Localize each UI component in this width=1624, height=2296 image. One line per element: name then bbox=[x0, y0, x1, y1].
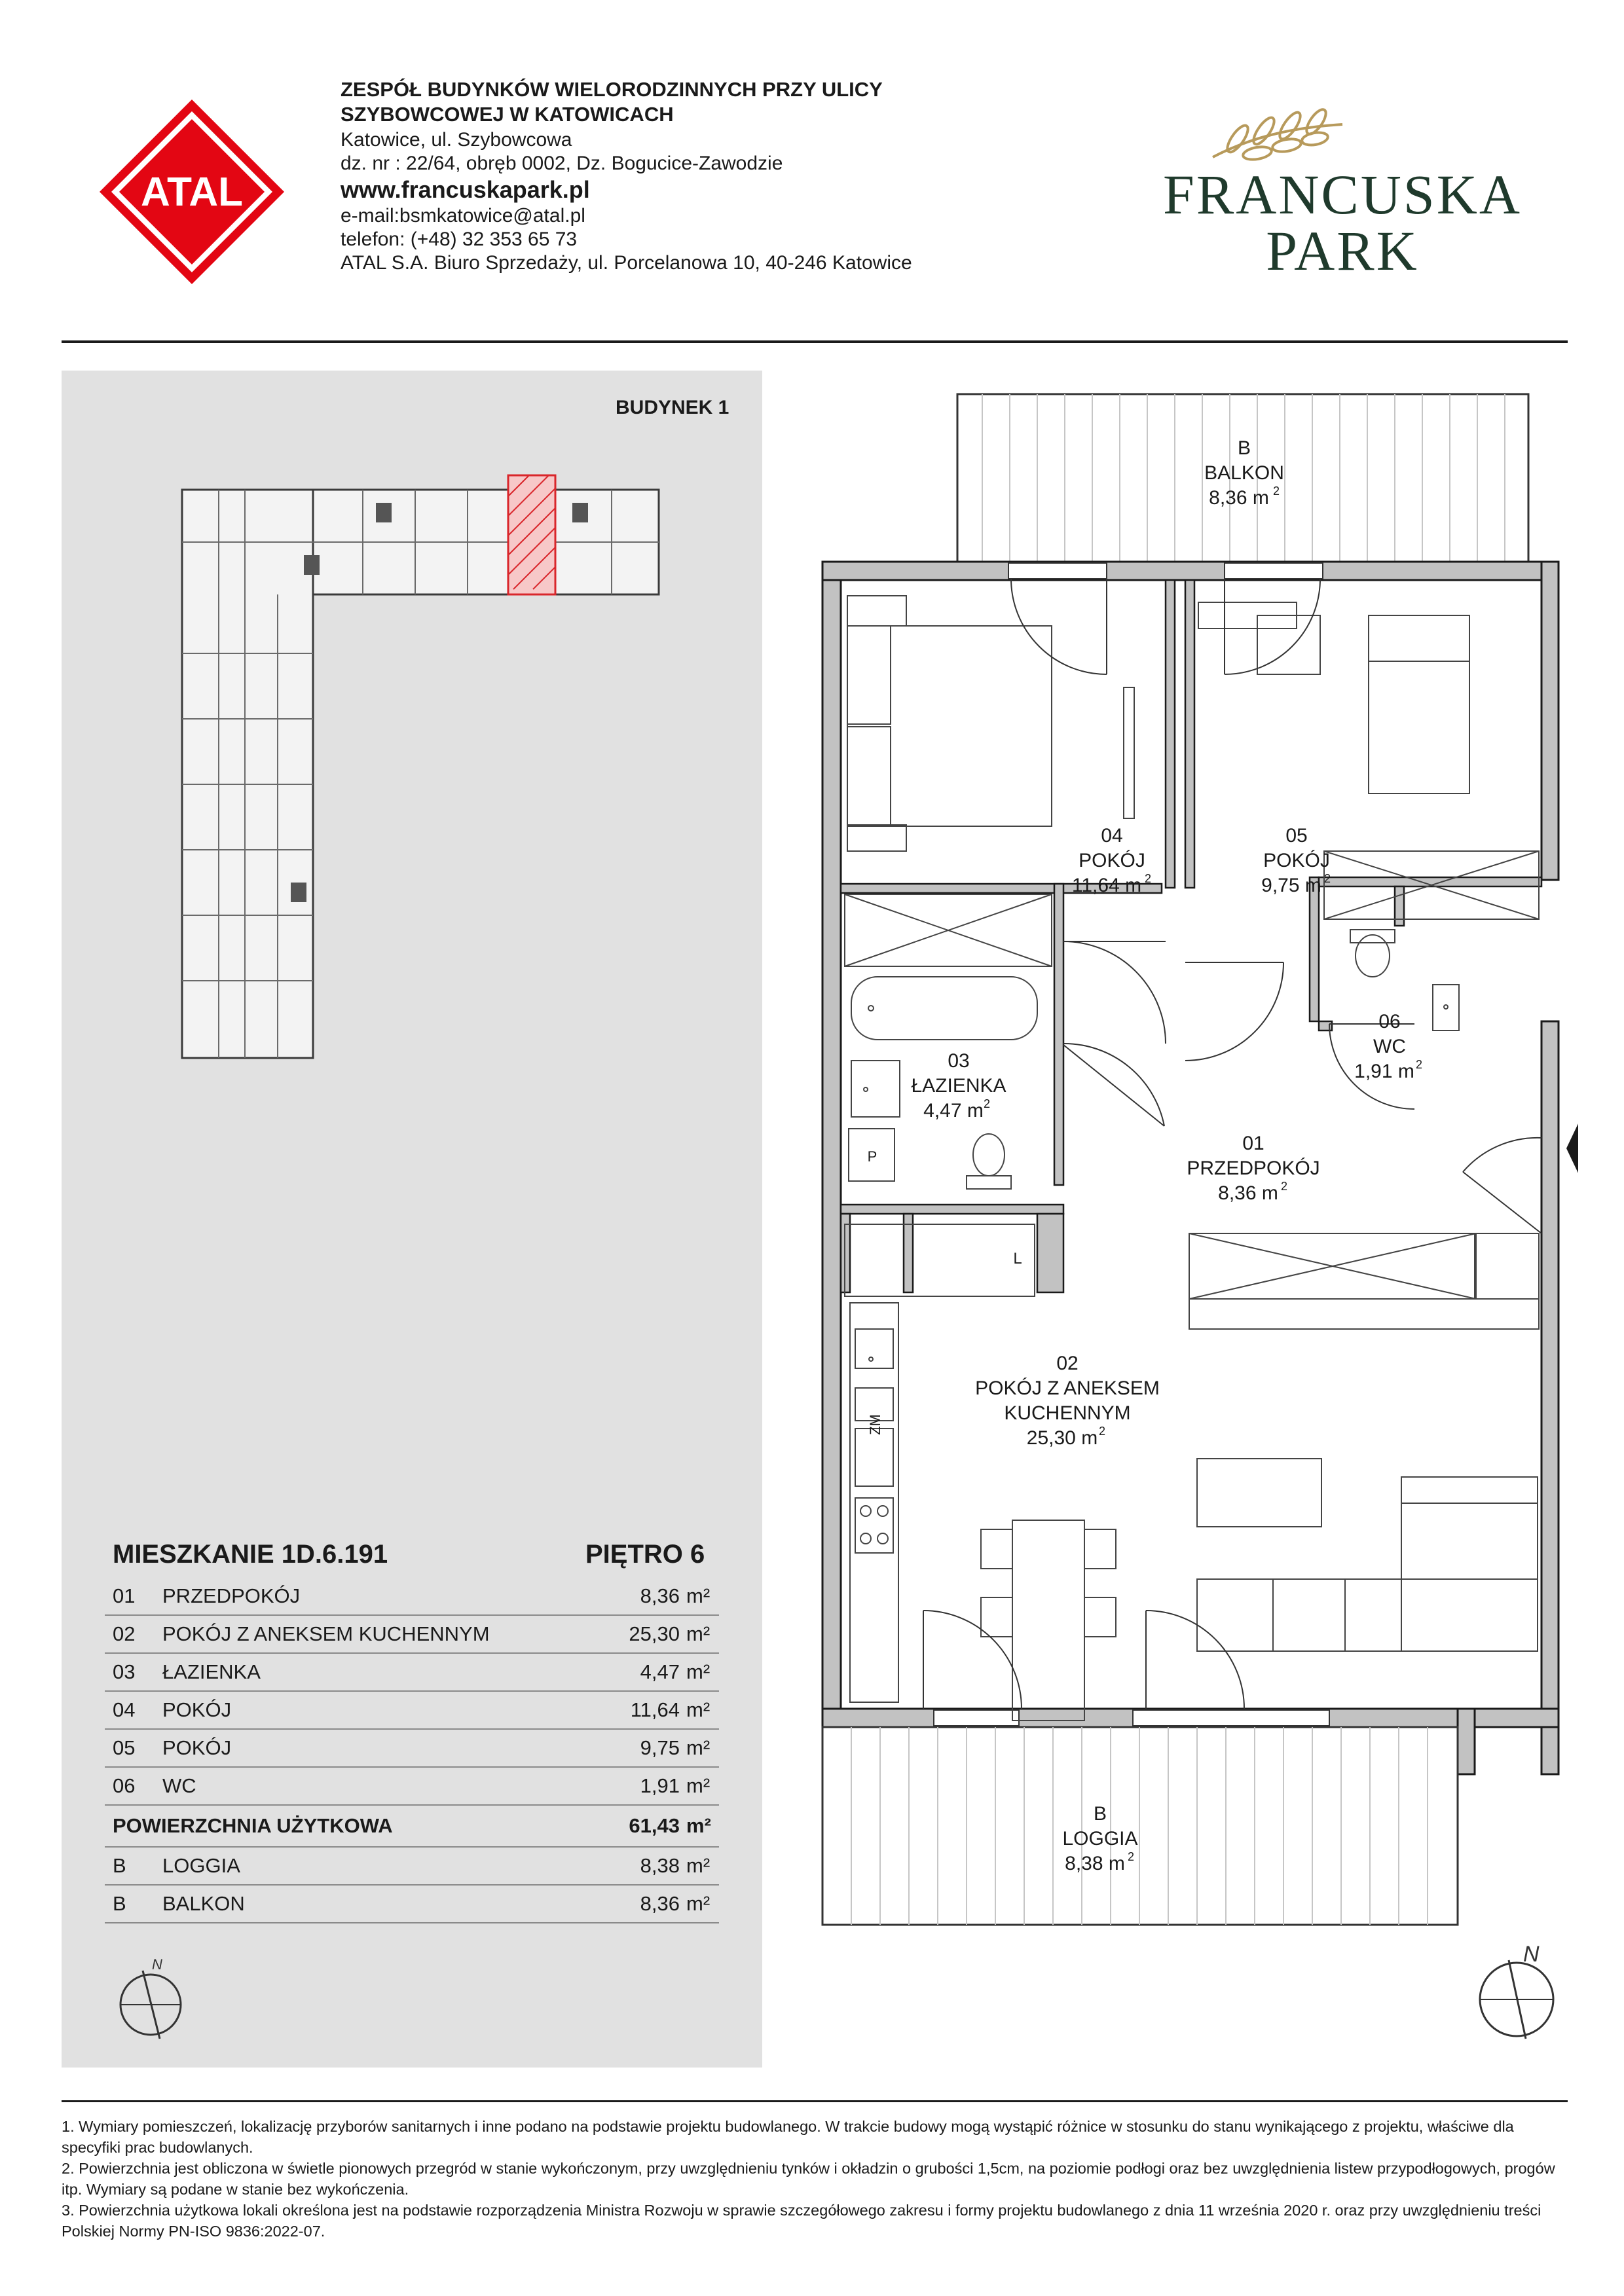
sup-2: 2 bbox=[1145, 872, 1152, 885]
sink-icon bbox=[1433, 985, 1459, 1030]
loggia-letter: B bbox=[1093, 1803, 1107, 1825]
building-label: BUDYNEK 1 bbox=[616, 397, 729, 418]
project-parcel: dz. nr : 22/64, obręb 0002, Dz. Bogucice-Zawodzie bbox=[341, 153, 783, 174]
table-row bbox=[105, 1578, 719, 1615]
room-name: PRZEDPOKÓJ bbox=[162, 1578, 601, 1615]
room-area: 9,75 bbox=[601, 1729, 686, 1767]
compass-icon bbox=[1471, 1942, 1569, 2040]
room04-area: 11,64 m bbox=[1071, 875, 1142, 896]
room01-name: PRZEDPOKÓJ bbox=[1187, 1157, 1320, 1179]
header-divider bbox=[62, 340, 1568, 343]
room-area-table bbox=[105, 1578, 719, 1923]
table-row bbox=[105, 1847, 719, 1885]
room-labels bbox=[867, 437, 1422, 1874]
project-title bbox=[341, 77, 883, 127]
room03-area: 4,47 m bbox=[923, 1100, 984, 1121]
room-number: 05 bbox=[105, 1729, 162, 1767]
table-row bbox=[105, 1729, 719, 1767]
toilet-icon bbox=[1356, 935, 1390, 977]
highlighted-apartment bbox=[508, 475, 555, 594]
room02-name-line2: KUCHENNYM bbox=[1004, 1402, 1131, 1424]
loggia-name: LOGGIA bbox=[1062, 1828, 1138, 1850]
table-row bbox=[105, 1615, 719, 1653]
loggia bbox=[822, 1727, 1458, 1925]
room-area: 8,36 bbox=[601, 1578, 686, 1615]
floor-plan bbox=[753, 367, 1578, 1938]
room05-area: 9,75 m bbox=[1261, 875, 1321, 896]
room06-name: WC bbox=[1373, 1036, 1406, 1057]
table-row bbox=[105, 1691, 719, 1729]
extra-area: 8,36 bbox=[601, 1885, 686, 1923]
room-number: 02 bbox=[105, 1615, 162, 1653]
project-contact-block bbox=[341, 128, 912, 275]
room-area: 11,64 bbox=[601, 1691, 686, 1729]
project-title-line2: SZYBOWCOWEJ W KATOWICACH bbox=[341, 103, 674, 126]
table-row bbox=[105, 1767, 719, 1805]
sup-2: 2 bbox=[1324, 872, 1331, 885]
sup-2: 2 bbox=[1273, 484, 1280, 498]
email-link[interactable]: e-mail:bsmkatowice@atal.pl bbox=[341, 205, 585, 227]
sup-2: 2 bbox=[1128, 1850, 1135, 1863]
area-unit: m² bbox=[686, 1847, 719, 1885]
project-title-line1: ZESPÓŁ BUDYNKÓW WIELORODZINNYCH PRZY ULICY bbox=[341, 78, 883, 101]
room02-area: 25,30 m bbox=[1026, 1427, 1098, 1449]
room04-name: POKÓJ bbox=[1079, 850, 1145, 871]
extra-name: LOGGIA bbox=[162, 1847, 601, 1885]
area-unit: m² bbox=[686, 1805, 719, 1847]
kitchen-sink-icon bbox=[855, 1329, 893, 1368]
dining-table-icon bbox=[1012, 1520, 1084, 1721]
website-link[interactable]: www.francuskapark.pl bbox=[341, 176, 590, 203]
kitchen-cabinet-icon bbox=[845, 1224, 1035, 1296]
room-number: 01 bbox=[105, 1578, 162, 1615]
room-area: 1,91 bbox=[601, 1767, 686, 1805]
extra-letter: B bbox=[105, 1885, 162, 1923]
usable-area-label: POWIERZCHNIA UŻYTKOWA bbox=[105, 1805, 601, 1847]
room01-number: 01 bbox=[1242, 1133, 1264, 1154]
room-name: POKÓJ bbox=[162, 1729, 601, 1767]
sales-office: ATAL S.A. Biuro Sprzedaży, ul. Porcelanowa 10, 40-246 Katowice bbox=[341, 252, 912, 274]
doors bbox=[923, 579, 1541, 1709]
extra-letter: B bbox=[105, 1847, 162, 1885]
entrance-wardrobe-icon bbox=[1475, 1233, 1539, 1299]
footnote: 3. Powierzchnia użytkowa lokali określona jest na podstawie rozporządzenia Ministra Rozwoju w sprawie szczegółowego zakresu i formy projektu budowlanego z dnia 11 września 2020 r. oraz przy uwzględnieniu treści Polskiej Normy PN-ISO 9836:2022-07. bbox=[62, 2202, 1541, 2240]
cooktop-icon bbox=[855, 1498, 893, 1553]
room-name: POKÓJ Z ANEKSEM KUCHENNYM bbox=[162, 1615, 601, 1653]
sup-2: 2 bbox=[984, 1097, 991, 1110]
extra-area: 8,38 bbox=[601, 1847, 686, 1885]
room02-name-line1: POKÓJ Z ANEKSEM bbox=[975, 1377, 1160, 1399]
area-unit: m² bbox=[686, 1578, 719, 1615]
usable-area-value: 61,43 bbox=[601, 1805, 686, 1847]
atal-logo-text: ATAL bbox=[140, 170, 244, 215]
coffee-table-icon bbox=[1197, 1459, 1321, 1527]
room-number: 03 bbox=[105, 1653, 162, 1691]
balcony-letter: B bbox=[1237, 437, 1251, 459]
project-address: Katowice, ul. Szybowcowa bbox=[341, 129, 572, 151]
footnote: 1. Wymiary pomieszczeń, lokalizację przyborów sanitarnych i inne podano na podstawie projektu budowlanego. W trakcie budowy mogą wystąpić różnice w stosunku do stanu wynikającego z projektu, właściwe dla specyfiki prac budowlanych. bbox=[62, 2118, 1514, 2156]
fridge-label: L bbox=[1013, 1250, 1022, 1267]
apartment-title: MIESZKANIE 1D.6.191 bbox=[113, 1540, 388, 1569]
area-unit: m² bbox=[686, 1885, 719, 1923]
balcony-name: BALKON bbox=[1204, 462, 1284, 484]
area-unit: m² bbox=[686, 1653, 719, 1691]
room-area: 4,47 bbox=[601, 1653, 686, 1691]
room02-number: 02 bbox=[1056, 1353, 1079, 1374]
area-unit: m² bbox=[686, 1615, 719, 1653]
windows bbox=[934, 563, 1329, 1726]
room01-area: 8,36 m bbox=[1218, 1182, 1278, 1204]
brand-name-line2: PARK bbox=[1266, 219, 1419, 282]
table-row bbox=[105, 1885, 719, 1923]
sup-2: 2 bbox=[1416, 1058, 1423, 1071]
area-unit: m² bbox=[686, 1767, 719, 1805]
desk-chair-icon bbox=[1257, 615, 1320, 674]
room-name: WC bbox=[162, 1767, 601, 1805]
area-unit: m² bbox=[686, 1729, 719, 1767]
apartment-floor: PIĘTRO 6 bbox=[585, 1540, 705, 1569]
room04-number: 04 bbox=[1101, 825, 1123, 847]
p-label: P bbox=[867, 1148, 877, 1165]
building-key-plan bbox=[179, 470, 661, 1061]
bathtub-icon bbox=[851, 977, 1037, 1040]
room-number: 06 bbox=[105, 1767, 162, 1805]
room03-name: ŁAZIENKA bbox=[911, 1075, 1006, 1097]
francuska-park-logo bbox=[1139, 98, 1545, 282]
kitchen-counter-icon bbox=[850, 1303, 898, 1702]
compass-north-label: N bbox=[1523, 1942, 1540, 1967]
sup-2: 2 bbox=[1281, 1180, 1288, 1193]
olive-branch-icon bbox=[1213, 107, 1342, 162]
fridge-icon bbox=[855, 1429, 893, 1486]
room-number: 04 bbox=[105, 1691, 162, 1729]
zm-label: ZM bbox=[867, 1414, 883, 1435]
entrance-arrow-icon bbox=[1566, 1121, 1578, 1176]
room06-number: 06 bbox=[1378, 1011, 1401, 1032]
footer-divider bbox=[62, 2100, 1568, 2102]
sup-2: 2 bbox=[1099, 1425, 1106, 1438]
single-bed-icon bbox=[1369, 615, 1469, 793]
extra-name: BALKON bbox=[162, 1885, 601, 1923]
table-row bbox=[105, 1653, 719, 1691]
area-unit: m² bbox=[686, 1691, 719, 1729]
toilet-icon bbox=[973, 1134, 1005, 1176]
balcony-area: 8,36 m bbox=[1209, 487, 1269, 509]
usable-area-row bbox=[105, 1805, 719, 1847]
sofa-icon bbox=[1197, 1579, 1538, 1651]
phone-number: telefon: (+48) 32 353 65 73 bbox=[341, 228, 578, 250]
atal-logo bbox=[97, 97, 287, 287]
footnote: 2. Powierzchnia jest obliczona w świetle pionowych przegród w stanie wykończonym, przy uwzględnieniu tynków i okładzin o grubości 1,5cm, na poziomie podłogi oraz bez uwzględnienia listew przypodłogowych, progów itp. Wymiary są podane w stanie bez wykończenia. bbox=[62, 2160, 1555, 2198]
compass-icon bbox=[110, 1958, 195, 2043]
room-area: 25,30 bbox=[601, 1615, 686, 1653]
room05-name: POKÓJ bbox=[1263, 850, 1330, 871]
room-name: POKÓJ bbox=[162, 1691, 601, 1729]
footnotes bbox=[62, 2116, 1568, 2242]
loggia-area: 8,38 m bbox=[1065, 1853, 1125, 1874]
brand-name-line1: FRANCUSKA bbox=[1163, 163, 1522, 226]
compass-north-label: N bbox=[152, 1958, 162, 1973]
room05-number: 05 bbox=[1285, 825, 1308, 847]
room03-number: 03 bbox=[948, 1050, 970, 1072]
interior-walls bbox=[841, 580, 1541, 1292]
sink-icon bbox=[851, 1061, 900, 1117]
room-name: ŁAZIENKA bbox=[162, 1653, 601, 1691]
room06-area: 1,91 m bbox=[1354, 1061, 1414, 1082]
